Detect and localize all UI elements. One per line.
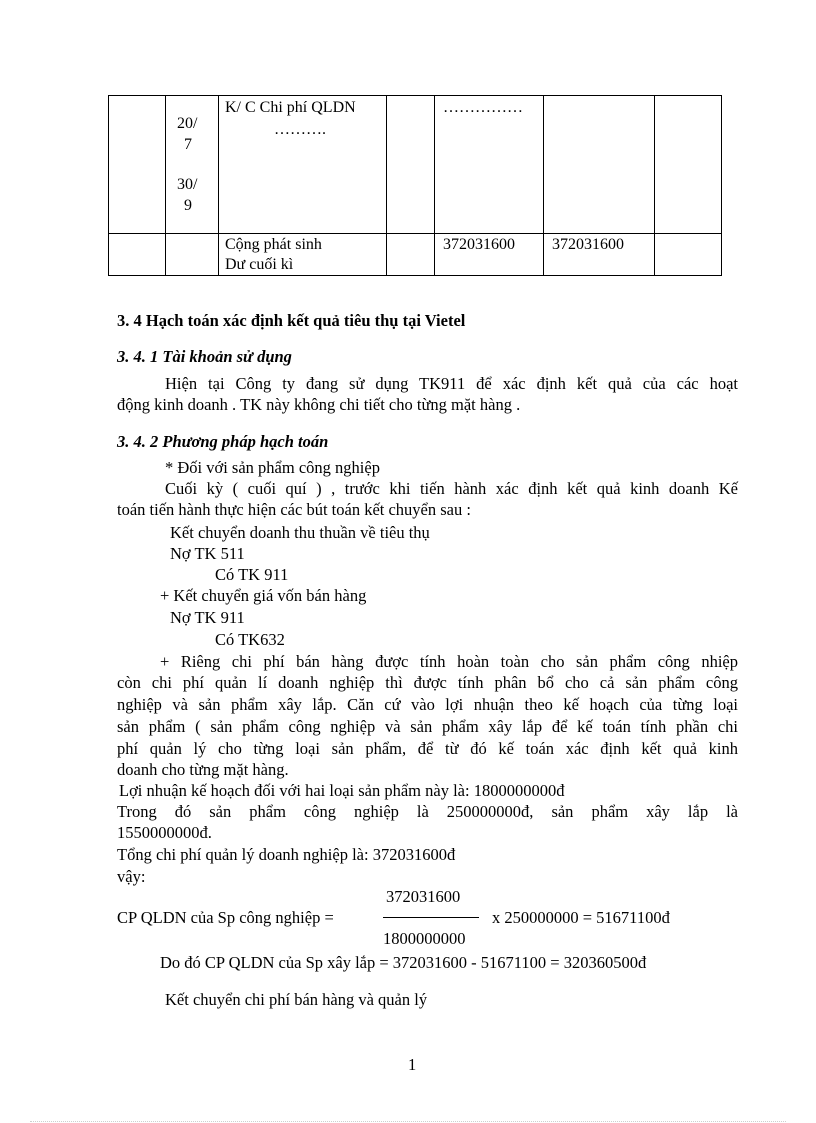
paragraph-line: doanh cho từng mặt hàng. <box>117 760 289 779</box>
paragraph-line: nghiệp và sản phẩm xây lắp. Căn cứ vào lợi nhuận theo kế hoạch của từng loại <box>117 695 738 714</box>
credit-cell <box>544 234 655 276</box>
subsection-heading: 3. 4. 2 Phương pháp hạch toán <box>117 432 329 451</box>
subsection-heading: 3. 4. 1 Tài khoản sử dụng <box>117 347 292 366</box>
journal-credit: Có TK 911 <box>215 565 289 584</box>
credit-value: 372031600 <box>552 236 624 253</box>
credit-cell <box>544 96 655 234</box>
journal-debit: Nợ TK 511 <box>170 544 245 563</box>
table-cell <box>109 96 166 234</box>
closing-line: Kết chuyển chi phí bán hàng và quản lý <box>165 990 428 1009</box>
paragraph-line: Tổng chi phí quản lý doanh nghiệp là: 372031600đ <box>117 845 456 864</box>
date-text: 9 <box>184 197 192 214</box>
date-cell <box>166 234 219 276</box>
journal-credit: Có TK632 <box>215 630 285 649</box>
table-cell <box>109 234 166 276</box>
section-heading: 3. 4 Hạch toán xác định kết quả tiêu thụ tại Vietel <box>117 311 466 330</box>
debit-value: 372031600 <box>443 236 515 253</box>
description-text: Dư cuối kì <box>225 256 294 273</box>
description-cell <box>219 234 387 276</box>
paragraph-line: Kết chuyển doanh thu thuần về tiêu thụ <box>170 523 430 542</box>
formula-denominator: 1800000000 <box>383 929 466 948</box>
paragraph-line: phí quản lý cho từng loại sản phẩm, để từ đó kế toán xác định kết quả kinh <box>117 739 738 758</box>
debit-value: …………… <box>443 99 523 116</box>
debit-cell <box>435 96 544 234</box>
paragraph-line: + Riêng chi phí bán hàng được tính hoàn toàn cho sản phẩm công nhiệp <box>160 652 738 671</box>
paragraph-line: Cuối kỳ ( cuối quí ) , trước khi tiến hành xác định kết quả kinh doanh Kế <box>165 479 738 498</box>
paragraph-line: động kinh doanh . TK này không chi tiết cho từng mặt hàng . <box>117 395 521 414</box>
ledger-table <box>108 95 722 276</box>
journal-debit: Nợ TK 911 <box>170 608 245 627</box>
page-number: 1 <box>408 1055 417 1074</box>
table-cell <box>655 96 722 234</box>
description-cell <box>219 96 387 234</box>
formula-numerator: 372031600 <box>386 887 461 906</box>
footer-rule <box>30 1121 786 1122</box>
formula-result: x 250000000 = 51671100đ <box>492 908 670 927</box>
formula-label: CP QLDN của Sp công nghiệp = <box>117 908 334 927</box>
paragraph-line: sản phẩm ( sản phẩm công nghiệp và sản phẩm xây lắp để kế toán tính phần chi <box>117 717 738 736</box>
paragraph-line: + Kết chuyển giá vốn bán hàng <box>160 586 367 605</box>
debit-cell <box>435 234 544 276</box>
description-text: Cộng phát sinh <box>225 236 322 253</box>
paragraph-line: Hiện tại Công ty đang sử dụng TK911 để xác định kết quả của các hoạt <box>165 374 738 393</box>
description-text: K/ C Chi phí QLDN <box>225 99 356 116</box>
paragraph-line: vậy: <box>117 867 146 886</box>
date-text: 7 <box>184 136 192 153</box>
paragraph-line: toán tiến hành thực hiện các bút toán kết chuyển sau : <box>117 500 471 519</box>
date-text: 20/ <box>177 115 198 132</box>
fraction-bar <box>383 917 479 918</box>
paragraph-line: còn chi phí quản lí doanh nghiệp thì được tính phân bổ cho cả sản phẩm công <box>117 673 738 692</box>
table-row <box>109 234 722 276</box>
formula-line: Do đó CP QLDN của Sp xây lắp = 372031600 - 51671100 = 320360500đ <box>160 953 647 972</box>
paragraph-line: * Đối với sản phẩm công nghiệp <box>165 458 380 477</box>
paragraph-line: Trong đó sản phẩm công nghiệp là 250000000đ, sản phẩm xây lắp là <box>117 802 738 821</box>
table-cell <box>655 234 722 276</box>
date-text: 30/ <box>177 176 198 193</box>
table-cell <box>387 96 435 234</box>
table-cell <box>387 234 435 276</box>
paragraph-line: 1550000000đ. <box>117 823 212 842</box>
description-text: ………. <box>274 121 326 138</box>
table-row <box>109 96 722 234</box>
paragraph-line: Lợi nhuận kế hoạch đối với hai loại sản phẩm này là: 1800000000đ <box>119 781 565 800</box>
date-cell <box>166 96 219 234</box>
